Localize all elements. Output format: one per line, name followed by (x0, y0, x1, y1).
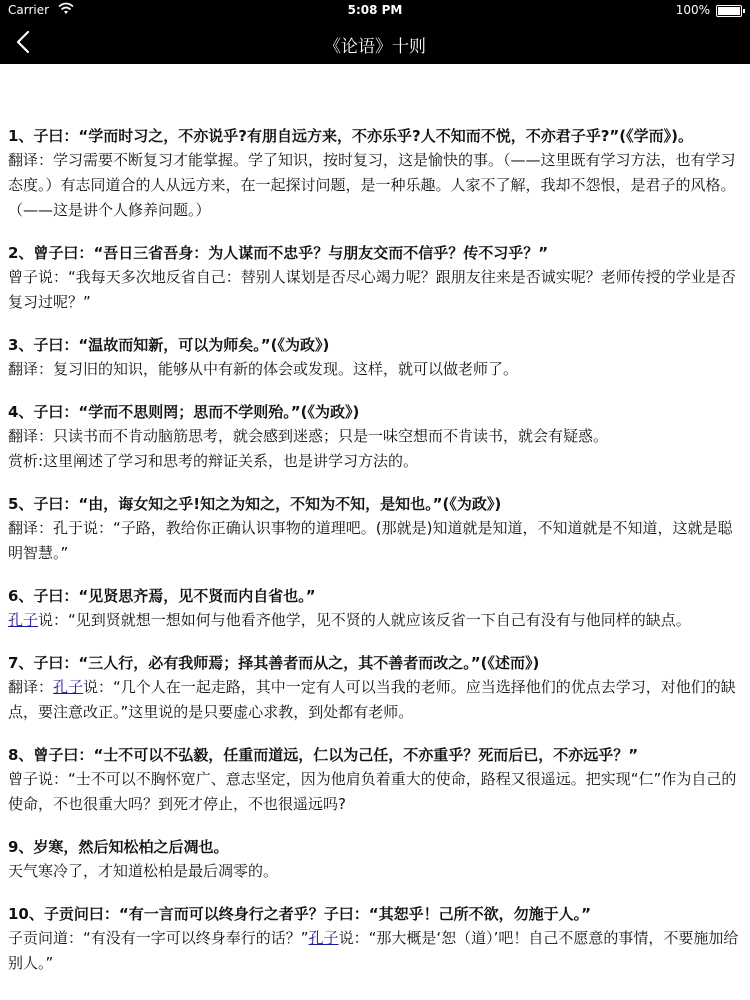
translation-text (8, 675, 742, 725)
confucius-link[interactable]: 孔子 (53, 678, 84, 696)
list-item (8, 333, 742, 382)
translation-rest: 说：“那大概是‘恕（道）’吧！自己不愿意的事情，不要施加给别人。” (8, 929, 739, 972)
list-item (8, 743, 742, 817)
status-bar (0, 0, 750, 20)
carrier-label: Carrier (8, 3, 50, 17)
list-item (8, 902, 742, 976)
battery-icon (716, 5, 742, 17)
translation-text: 翻译：只读书而不肯动脑筋思考，就会感到迷惑；只是一味空想而不肯读书，就会有疑惑。 (8, 427, 609, 445)
list-item (8, 651, 742, 725)
quote-text: 7、子曰：“三人行，必有我师焉；择其善者而从之，其不善者而改之。”(《述而》) (8, 654, 540, 672)
list-item (8, 124, 742, 223)
battery-percent: 100% (675, 3, 710, 17)
quote-text: 4、子曰：“学而不思则罔；思而不学则殆。”(《为政》) (8, 403, 360, 421)
list-item (8, 492, 742, 566)
translation-text: 翻译：复习旧的知识，能够从中有新的体会或发现。这样，就可以做老师了。 (8, 360, 519, 378)
translation-text (8, 926, 742, 976)
translation-prefix: 翻译： (8, 678, 54, 696)
list-item (8, 584, 742, 633)
clock: 5:08 PM (347, 3, 403, 17)
list-item (8, 241, 742, 315)
quote-text: 1、子曰：“学而时习之，不亦说乎?有朋自远方来，不亦乐乎?人不知而不悦，不亦君子乎?”(《学而》)。 (8, 127, 693, 145)
translation-text (8, 608, 742, 633)
translation-rest: 说：“见到贤就想一想如何与他看齐他学，见不贤的人就应该反省一下自己有没有与他同样的缺点。 (38, 611, 691, 629)
quote-text: 2、曾子曰：“吾日三省吾身：为人谋而不忠乎？与朋友交而不信乎？传不习乎？” (8, 244, 549, 262)
quote-text: 6、子曰：“见贤思齐焉，见不贤而内自省也。” (8, 587, 316, 605)
confucius-link[interactable]: 孔子 (308, 929, 339, 947)
translation-rest: 说：“几个人在一起走路，其中一定有人可以当我的老师。应当选择他们的优点去学习，对他们的缺点，要注意改正。”这里说的是只要虚心求教，到处都有老师。 (8, 678, 736, 721)
quote-text: 5、子曰：“由，诲女知之乎!知之为知之，不知为不知，是知也。”(《为政》) (8, 495, 502, 513)
list-item (8, 400, 742, 474)
nav-bar (0, 20, 750, 64)
header (0, 0, 750, 64)
list-item (8, 835, 742, 884)
translation-text: 曾子说：“我每天多次地反省自己：替别人谋划是否尽心竭力呢？跟朋友往来是否诚实呢？老师传授的学业是否复习过呢？” (8, 268, 736, 311)
translation-text: 翻译：学习需要不断复习才能掌握。学了知识，按时复习，这是愉快的事。（——这里既有学习方法，也有学习态度。）有志同道合的人从远方来，在一起探讨问题，是一种乐趣。人家不了解，我却不怨恨，是君子的风格。（——这是讲个人修养问题。） (8, 151, 736, 219)
translation-text: 翻译：孔于说：“子路，教给你正确认识事物的道理吧。(那就是)知道就是知道，不知道就是不知道，这就是聪明智慧。” (8, 519, 733, 562)
translation-prefix: 子贡问道：“有没有一字可以终身奉行的话？” (8, 929, 309, 947)
quote-text: 3、子曰：“温故而知新，可以为师矣。”(《为政》) (8, 336, 330, 354)
quote-text: 9、岁寒，然后知松柏之后凋也。 (8, 838, 229, 856)
quote-text: 10、子贡问曰：“有一言而可以终身行之者乎？子曰：“其恕乎！己所不欲，勿施于人。” (8, 905, 591, 923)
translation-text: 曾子说：“士不可以不胸怀宽广、意志坚定，因为他肩负着重大的使命，路程又很遥远。把实现“仁”作为自己的使命，不也很重大吗？到死才停止，不也很遥远吗? (8, 770, 737, 813)
page-title: 《论语》十则 (324, 37, 426, 57)
confucius-link[interactable]: 孔子 (8, 611, 39, 629)
quote-text: 8、曾子曰：“士不可以不弘毅，任重而道远，仁以为己任，不亦重乎？死而后已，不亦远乎？” (8, 746, 639, 764)
appreciation-text: 赏析:这里阐述了学习和思考的辩证关系，也是讲学习方法的。 (8, 452, 419, 470)
translation-text: 天气寒冷了，才知道松柏是最后凋零的。 (8, 862, 279, 880)
article-content (8, 124, 742, 994)
